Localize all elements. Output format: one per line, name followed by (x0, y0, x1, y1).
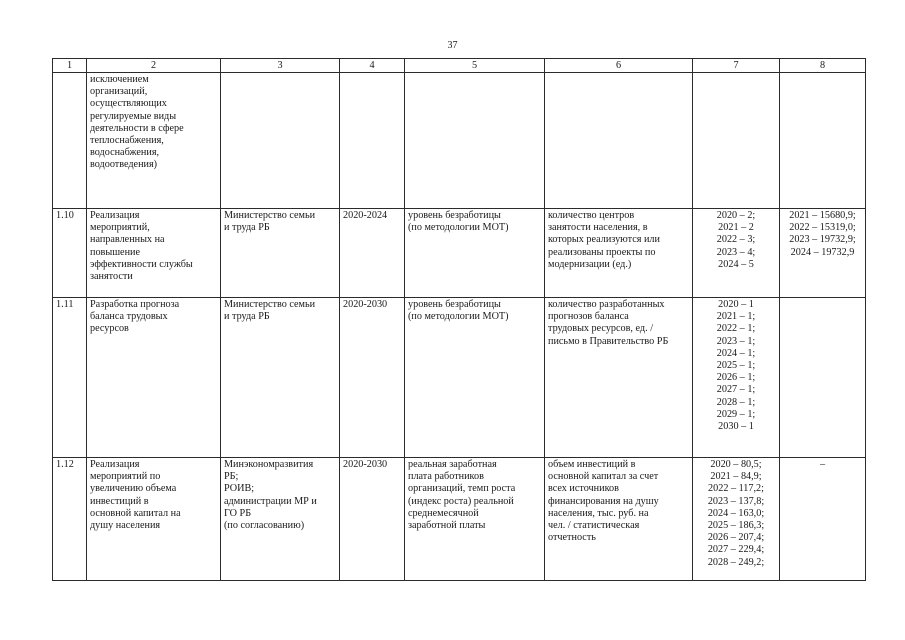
period: 2020-2030 (340, 298, 405, 458)
header-cell: 3 (221, 59, 340, 73)
measure-name: Реализация мероприятий по увеличению объема инвестиций в основной капитал на душу населения (87, 458, 221, 581)
funding (780, 298, 866, 458)
header-cell: 7 (693, 59, 780, 73)
responsible: Министерство семьи и труда РБ (221, 209, 340, 298)
program-table (52, 58, 866, 581)
item-number (53, 73, 87, 209)
header-cell: 1 (53, 59, 87, 73)
result-measure: количество центров занятости населения, в которых реализуются или реализованы проекты по модернизации (ед.) (545, 209, 693, 298)
header-cell: 5 (405, 59, 545, 73)
indicator: уровень безработицы (по методологии МОТ) (405, 209, 545, 298)
header-cell: 8 (780, 59, 866, 73)
item-number: 1.12 (53, 458, 87, 581)
measure-name: исключением организаций, осуществляющих регулируемые виды деятельности в сфере теплоснабжения, водоснабжения, водоотведения) (87, 73, 221, 209)
header-cell: 6 (545, 59, 693, 73)
table-row (53, 298, 866, 458)
header-row (53, 59, 866, 73)
period (340, 73, 405, 209)
responsible (221, 73, 340, 209)
result-measure: количество разработанных прогнозов баланса трудовых ресурсов, ед. / письмо в Правительство РБ (545, 298, 693, 458)
funding: 2021 – 15680,9; 2022 – 15319,0; 2023 – 19732,9; 2024 – 19732,9 (780, 209, 866, 298)
responsible: Министерство семьи и труда РБ (221, 298, 340, 458)
funding (780, 73, 866, 209)
table-row (53, 209, 866, 298)
item-number: 1.10 (53, 209, 87, 298)
table-row (53, 73, 866, 209)
funding: – (780, 458, 866, 581)
responsible: Минэкономразвития РБ; РОИВ; администрации МР и ГО РБ (по согласованию) (221, 458, 340, 581)
item-number: 1.11 (53, 298, 87, 458)
page-number: 37 (447, 40, 458, 51)
measure-name: Разработка прогноза баланса трудовых ресурсов (87, 298, 221, 458)
period: 2020-2024 (340, 209, 405, 298)
period: 2020-2030 (340, 458, 405, 581)
target-values: 2020 – 80,5; 2021 – 84,9; 2022 – 117,2; 2023 – 137,8; 2024 – 163,0; 2025 – 186,3; 2026 – 207,4; 2027 – 229,4; 2028 – 249,2; (693, 458, 780, 581)
table-row (53, 458, 866, 581)
indicator (405, 73, 545, 209)
header-cell: 4 (340, 59, 405, 73)
result-measure: объем инвестиций в основной капитал за счет всех источников финансирования на душу населения, тыс. руб. на чел. / статистическая отчетность (545, 458, 693, 581)
target-values: 2020 – 2; 2021 – 2 2022 – 3; 2023 – 4; 2024 – 5 (693, 209, 780, 298)
header-cell: 2 (87, 59, 221, 73)
measure-name: Реализация мероприятий, направленных на повышение эффективности службы занятости (87, 209, 221, 298)
target-values (693, 73, 780, 209)
indicator: реальная заработная плата работников организаций, темп роста (индекс роста) реальной среднемесячной заработной платы (405, 458, 545, 581)
result-measure (545, 73, 693, 209)
target-values: 2020 – 1 2021 – 1; 2022 – 1; 2023 – 1; 2024 – 1; 2025 – 1; 2026 – 1; 2027 – 1; 2028 – 1; 2029 – 1; 2030 – 1 (693, 298, 780, 458)
indicator: уровень безработицы (по методологии МОТ) (405, 298, 545, 458)
